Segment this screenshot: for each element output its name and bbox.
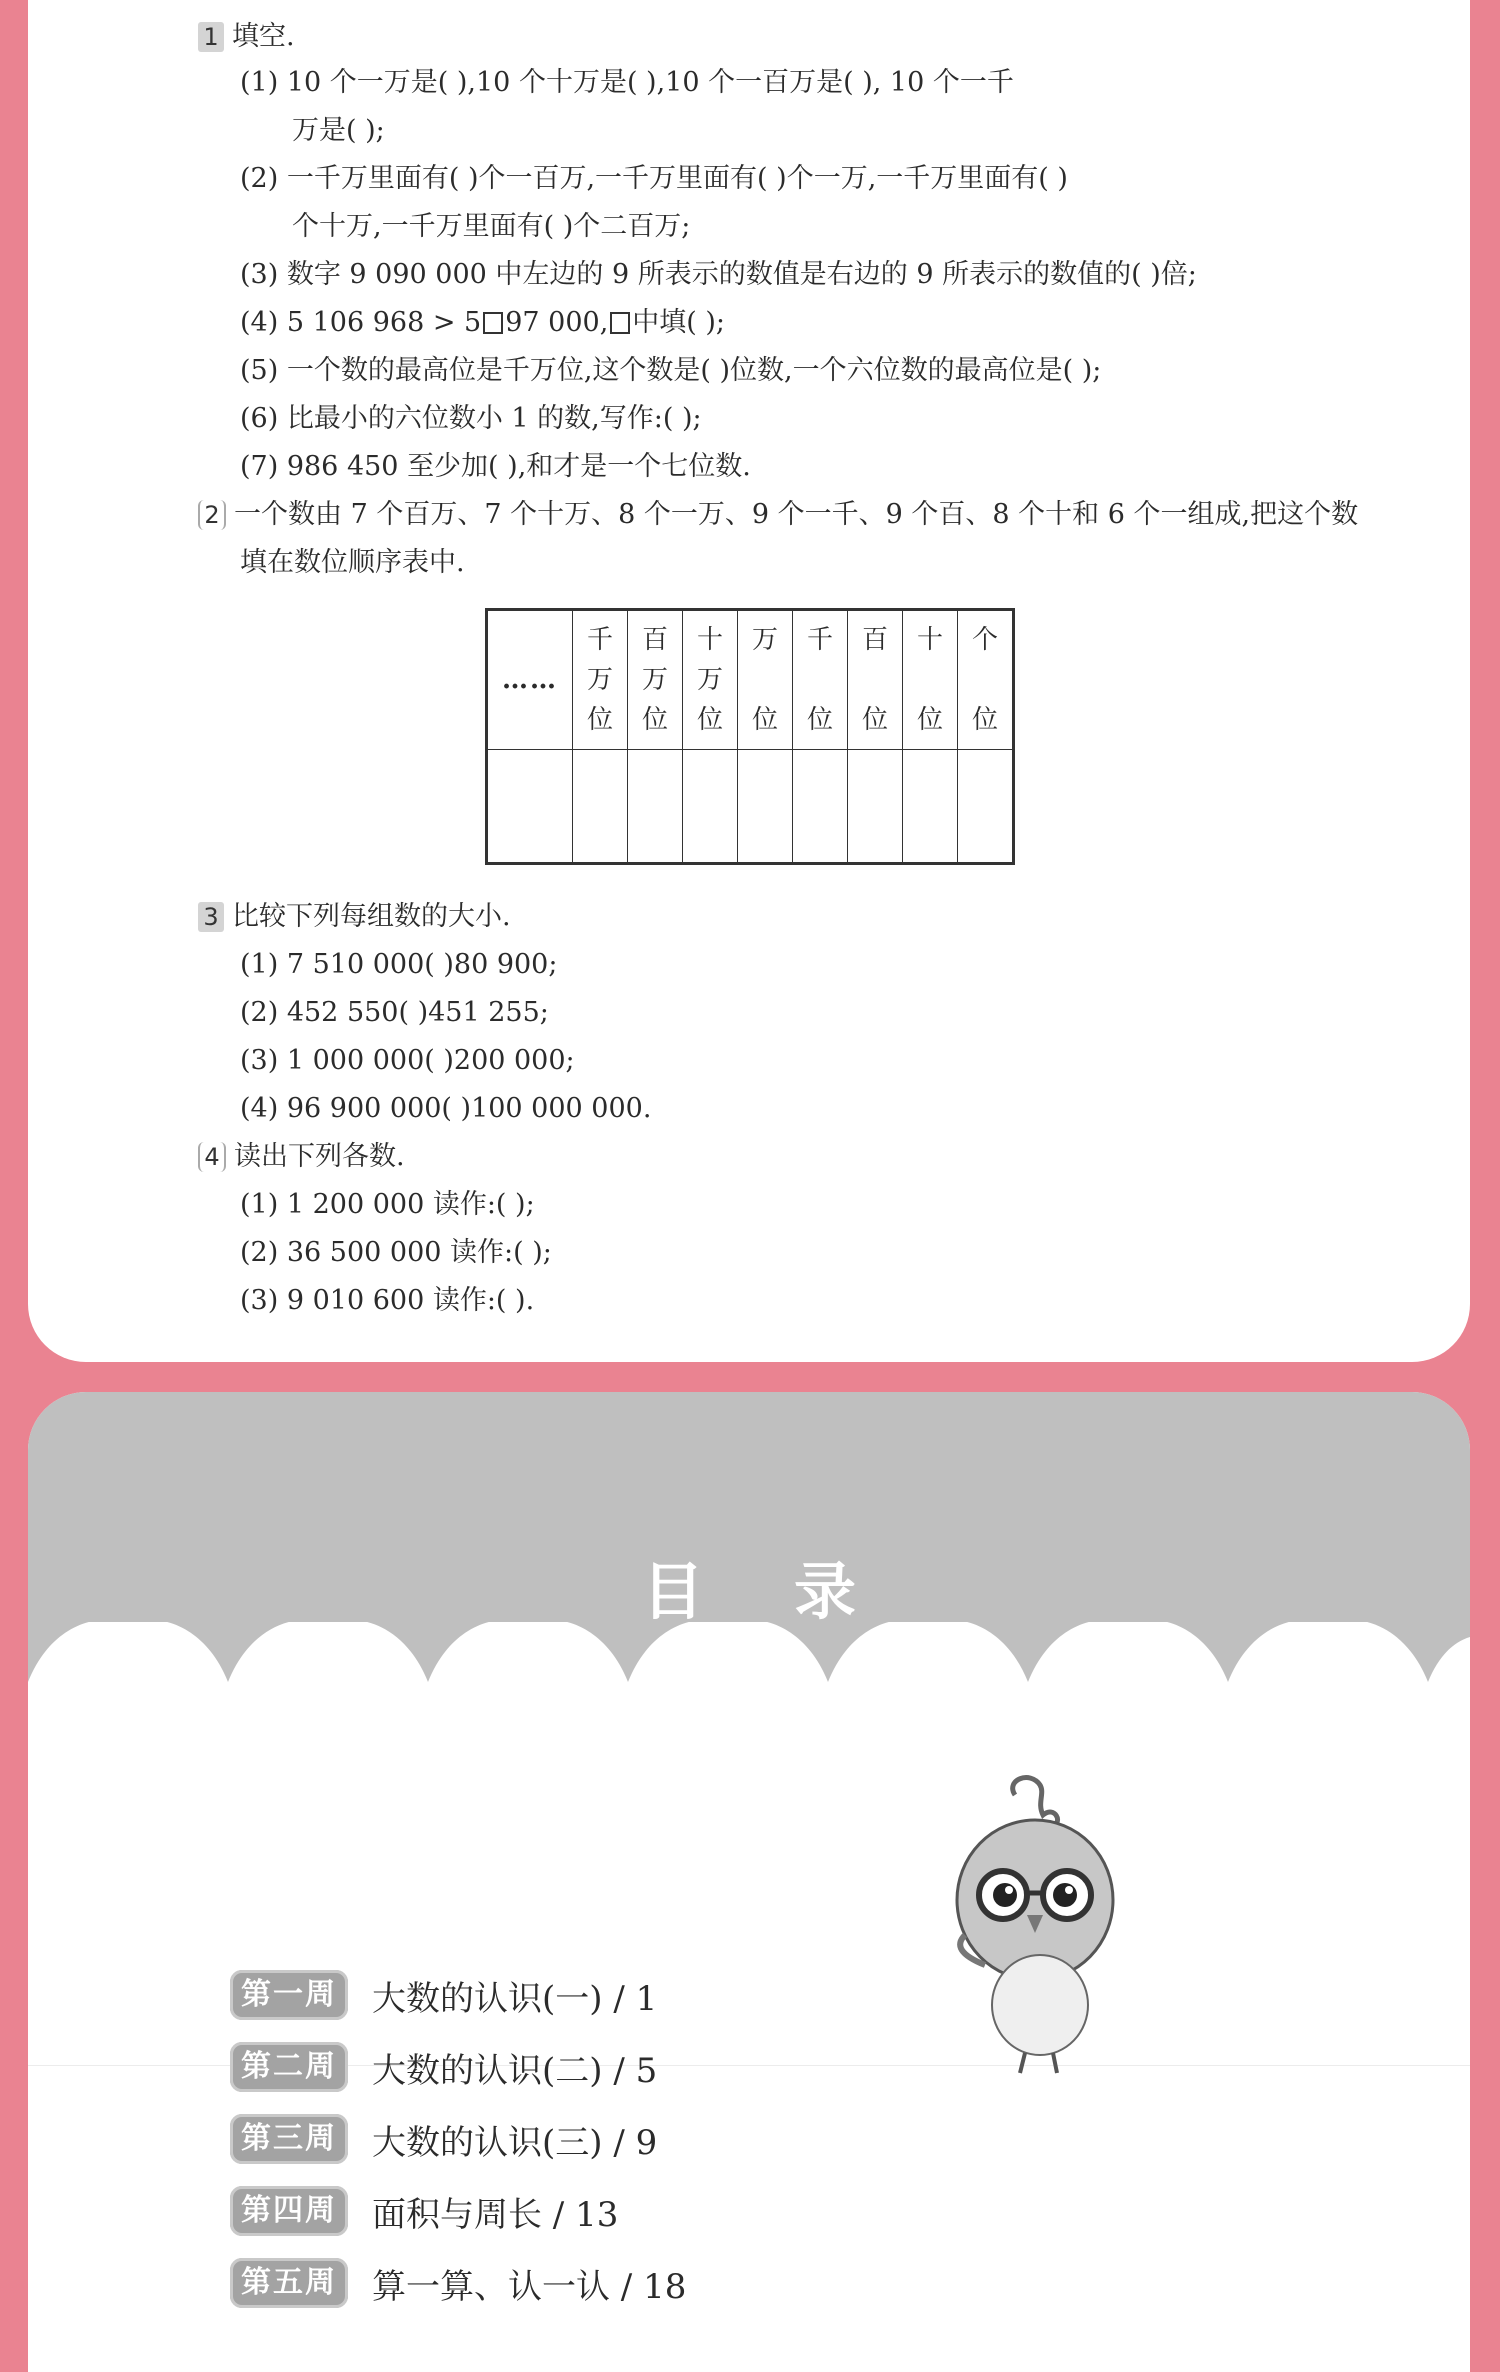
answer-cell[interactable] [487,750,573,864]
mascot-bird-icon [945,1775,1125,2075]
toc-week-badge: 第一周 [230,1970,348,2020]
col-shiwan [683,610,738,750]
q3-heading [198,900,511,934]
col-char: 个 [971,625,998,655]
answer-cell[interactable] [683,750,738,864]
q1-number: 1 [198,22,224,52]
q3-item-3: (3) 1 000 000( )200 000; [240,1045,575,1076]
col-char: 万 [586,665,613,695]
col-char: 位 [751,705,778,735]
col-qianwan [573,610,628,750]
q3-item-4: (4) 96 900 000( )100 000 000. [240,1093,652,1124]
col-baiwan [628,610,683,750]
q1-item-6: (6) 比最小的六位数小 1 的数,写作:( ); [240,403,702,434]
place-value-ellipsis: …… [487,610,573,750]
blank-box-icon [610,312,630,334]
answer-cell[interactable] [628,750,683,864]
q1-heading [198,20,295,54]
toc-week-badge: 第四周 [230,2186,348,2236]
answer-cell[interactable] [573,750,628,864]
q4-item-1: (1) 1 200 000 读作:( ); [240,1189,535,1220]
toc-entry-text: 面积与周长 / 13 [372,2194,619,2235]
toc-entry[interactable] [230,2114,657,2164]
answer-cell[interactable] [793,750,848,864]
col-char: 位 [861,705,888,735]
toc-entry[interactable] [230,2186,618,2236]
q1-title: 填空. [232,21,295,52]
q3-item-2: (2) 452 550( )451 255; [240,997,549,1028]
col-qian [793,610,848,750]
col-char: 百 [641,625,668,655]
col-char: 百 [861,625,888,655]
q4-heading [198,1140,405,1174]
toc-entry[interactable] [230,1970,657,2020]
toc-entry-text: 大数的认识(一) / 1 [372,1978,658,2019]
col-shi [903,610,958,750]
q2-number: 2 [198,500,226,530]
q3-item-1: (1) 7 510 000( )80 900; [240,949,558,980]
col-char: 十 [696,625,723,655]
q1-item-4-part-c: 中填( ); [632,307,726,338]
toc-entry[interactable] [230,2258,686,2308]
col-char: 位 [696,705,723,735]
toc-week-badge: 第五周 [230,2258,348,2308]
scallop-border [28,1622,1470,1772]
q1-item-2b: 个十万,一千万里面有( )个二百万; [292,211,691,242]
q3-number: 3 [198,902,224,932]
q4-item-2: (2) 36 500 000 读作:( ); [240,1237,552,1268]
q4-number: 4 [198,1142,226,1172]
q1-item-7: (7) 986 450 至少加( ),和才是一个七位数. [240,451,751,482]
q3-title: 比较下列每组数的大小. [232,901,511,932]
col-ge [958,610,1014,750]
col-char: 位 [916,705,943,735]
toc-week-badge: 第二周 [230,2042,348,2092]
toc-entry-text: 大数的认识(二) / 5 [372,2050,658,2091]
q1-item-1a: (1) 10 个一万是( ),10 个十万是( ),10 个一百万是( ), 10 个一千 [240,67,1014,98]
toc-entry[interactable] [230,2042,657,2092]
answer-cell[interactable] [958,750,1014,864]
col-char: 位 [586,705,613,735]
place-value-table [485,608,1015,865]
q1-item-4-part-b: 97 000, [505,307,609,338]
toc-week-badge: 第三周 [230,2114,348,2164]
col-char: 位 [806,705,833,735]
col-char: 位 [971,705,998,735]
q1-item-5: (5) 一个数的最高位是千万位,这个数是( )位数,一个六位数的最高位是( ); [240,355,1102,386]
q4-item-3: (3) 9 010 600 读作:( ). [240,1285,535,1316]
q2-line-1: 一个数由 7 个百万、7 个十万、8 个一万、9 个一千、9 个百、8 个十和 6 个一组成,把这个数 [234,499,1359,530]
col-char: 万 [696,665,723,695]
q2-heading [198,498,1358,532]
answer-cell[interactable] [738,750,793,864]
q1-item-4 [240,306,725,340]
toc-entry-text: 大数的认识(三) / 9 [372,2122,658,2163]
toc-title: 目录 [641,1555,946,1628]
q1-item-2a: (2) 一千万里面有( )个一百万,一千万里面有( )个一万,一千万里面有( ) [240,163,1068,194]
q1-item-1b: 万是( ); [292,115,385,146]
q1-item-4-part-a: (4) 5 106 968 > 5 [240,307,482,338]
col-char: 位 [641,705,668,735]
col-char: 千 [806,625,833,655]
q2-line-2: 填在数位顺序表中. [240,547,465,578]
answer-cell[interactable] [903,750,958,864]
q1-item-3: (3) 数字 9 090 000 中左边的 9 所表示的数值是右边的 9 所表示的数值的( )倍; [240,259,1197,290]
answer-cell[interactable] [848,750,903,864]
col-char: 万 [751,625,778,655]
q4-title: 读出下列各数. [234,1141,405,1172]
col-char: 十 [916,625,943,655]
blank-box-icon [483,312,503,334]
col-char: 千 [586,625,613,655]
col-wan [738,610,793,750]
toc-entry-text: 算一算、认一认 / 18 [372,2266,687,2307]
col-bai [848,610,903,750]
col-char: 万 [641,665,668,695]
